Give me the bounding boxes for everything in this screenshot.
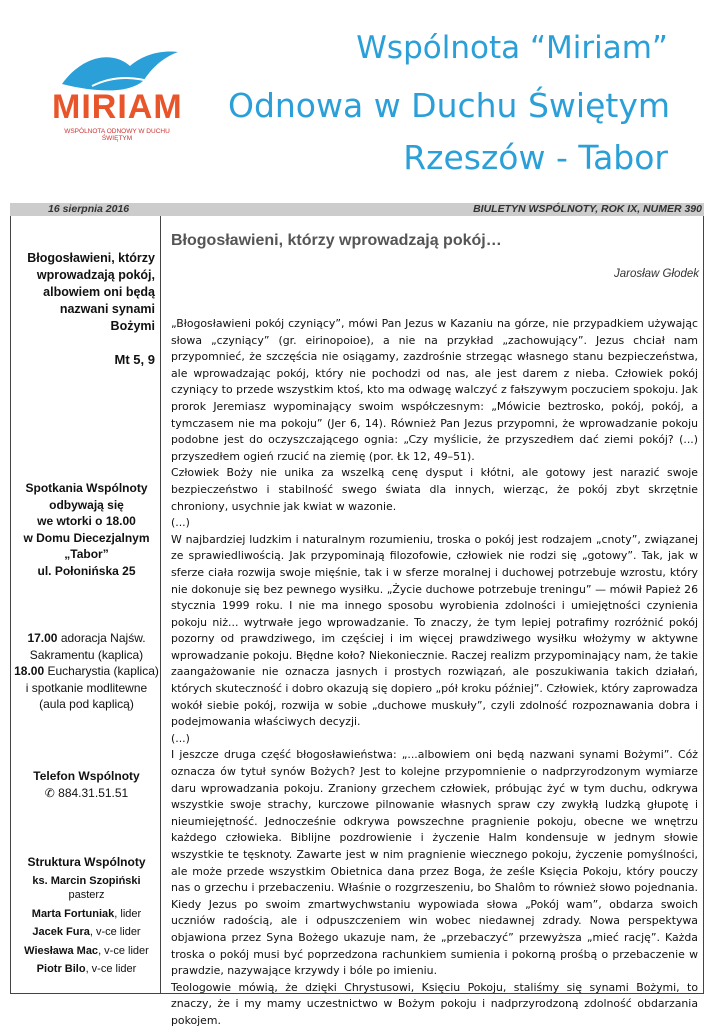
meetings-line: „Tabor” [64, 547, 109, 561]
issue-date: 16 sierpnia 2016 [48, 203, 130, 215]
schedule [11, 630, 162, 713]
article [161, 216, 704, 1027]
member-role: , v-ce lider [98, 944, 149, 957]
meetings-line: Spotkania Wspólnoty [25, 481, 148, 495]
phone-heading: Telefon Wspólnoty [33, 769, 140, 783]
member-name: Jacek Fura [32, 926, 90, 938]
member-name: ks. Marcin Szopiński [32, 874, 141, 887]
schedule-text: Sakramentu (kaplica) [29, 647, 144, 662]
article-paragraph: „Błogosławieni pokój czyniący”, mówi Pan Jezus w Kazaniu na górze, nie przypadkiem używając słowa „czyniący” (gr. eirinopoioe), a nie na przykład „zachowujący”. Jezus chciał nam przypomnieć, że szczęścia nie osiągamy, zazdrośnie strzegąc własnego stanu bezpieczeństwa, ale wprowadzając pokój, który nie pochodzi od nas, ale jest darem z nieba. Człowiek pokój czyniący to przede wszystkim ktoś, kto ma odwagę walczyć z fałszywym poczuciem spokoju. Jak prorok Jeremiasz wypominający swoim współczesnym: „Mówicie beztrosko, pokój, pokój, a tymczasem nie ma pokoju” (Jer 6, 14). Również Pan Jezus przypomni, że wprowadzanie pokoju podobne jest do oczyszczającego ognia: „Czy myślicie, że przyszedłem dać ziemi pokój? (...) przyszedłem ogień rzucić na ziemię (por. Łk 12, 49–51). [171, 317, 698, 463]
schedule-line [11, 663, 162, 680]
phone-line [11, 786, 162, 800]
miriam-logo [52, 46, 182, 146]
schedule-text: adoracja Najśw. [57, 631, 146, 645]
meetings-line: we wtorki o 18.00 [37, 514, 136, 528]
schedule-time: 18.00 [14, 664, 45, 678]
member-role: , v-ce lider [85, 963, 137, 975]
article-author: Jarosław Głodek [613, 268, 699, 280]
meetings-info [11, 480, 162, 579]
header-line-3: Rzeszów - Tabor [403, 138, 668, 177]
sidebar [10, 216, 161, 994]
member-name: Piotr Bilo [36, 963, 86, 975]
schedule-line [11, 630, 162, 647]
quote-line: nazwani synami [59, 302, 155, 316]
schedule-text: (aula pod kaplicą) [39, 697, 134, 711]
structure-item [11, 942, 162, 961]
schedule-line [11, 696, 162, 713]
article-paragraph: Człowiek Boży nie unika za wszelką cenę dysput i kłótni, ale gotowy jest narazić swoje bezpieczeństwo i stabilność swego świata dla innych, wierząc, że pokój zbyt skrzętnie chroniony, usychnie jak kwiat w wazonie. [171, 466, 698, 513]
structure-item [11, 905, 162, 924]
schedule-text: Eucharystia (kaplica) [44, 664, 159, 678]
article-paragraph: (...) [171, 731, 190, 745]
article-paragraph: Teologowie mówią, że dzięki Chrystusowi, Księciu Pokoju, staliśmy się synami Bożymi, to znaczy, że i my mamy uczestnictwo w Bożym pokoju i nadprzyrodzoną zdolność obdarzania pokojem. [171, 980, 698, 1027]
quote-line: Błogosławieni, którzy [27, 251, 155, 265]
member-name: Wiesława Mac [24, 944, 99, 957]
meetings-line: ul. Połonińska 25 [37, 563, 136, 578]
structure-item [11, 923, 162, 942]
phone-icon: ✆ [44, 786, 55, 800]
quote-line: albowiem oni będą [43, 285, 155, 299]
member-name: Marta Fortuniak [31, 907, 115, 920]
schedule-line [11, 647, 162, 664]
member-role: , v-ce lider [89, 926, 141, 938]
info-band [10, 203, 704, 216]
header-line-1: Wspólnota “Miriam” [356, 30, 668, 66]
quote-line: wprowadzają pokój, [36, 268, 155, 282]
article-title: Błogosławieni, którzy wprowadzają pokój… [171, 232, 502, 249]
meetings-line: w Domu Diecezjalnym [23, 530, 150, 545]
logo-tagline: WSPÓLNOTA ODNOWY W DUCHU ŚWIĘTYM [64, 128, 170, 142]
structure [11, 853, 162, 979]
logo-word: MIRIAM [52, 88, 183, 126]
structure-item [11, 960, 162, 979]
issue-number: BIULETYN WSPÓLNOTY, ROK IX, NUMER 390 [473, 203, 702, 215]
header-line-2: Odnowa w Duchu Świętym [227, 86, 670, 125]
sidebar-quote [15, 250, 155, 335]
schedule-text: i spotkanie modlitewne [25, 680, 148, 695]
phone-number[interactable]: 884.31.51.51 [58, 786, 129, 800]
quote-line: Bożymi [110, 319, 155, 333]
member-role: pasterz [68, 889, 105, 901]
member-role: , lider [114, 907, 142, 920]
article-paragraph: (...) [171, 516, 190, 530]
meetings-line: odbywają się [49, 497, 124, 512]
schedule-line [11, 680, 162, 697]
structure-heading: Struktura Wspólnoty [27, 855, 146, 869]
article-body [171, 316, 698, 1030]
quote-reference: Mt 5, 9 [114, 352, 155, 367]
schedule-time: 17.00 [27, 631, 58, 645]
article-paragraph: I jeszcze druga część błogosławieństwa: „...albowiem oni będą nazwani synami Bożymi”. Cóż oznacza ów tytuł synów Bożych? Jest to kolejne przypomnienie o nadprzyrodzonym wymiarze daru wprowadzania pokoju. Zraniony grzechem człowiek, próbując żyć w tym duchu, odkrywa wszystkie swoje strachy, kurczowe pilnowanie własnych spraw czy zwykłą ludzką głupotę i nieumiejętność. Jednocześnie odkrywa powszechne pragnienie pokoju, obecne we wnętrzu każdego człowieka. Biblijne pozdrowienie i życzenie Halm kondensuje w jednym słowie wszystkie te tęsknoty. Zawarte jest w nim pragnienie wiecznego pokoju, życzenie pomyślności, ale może przede wszystkim Obietnica dana przez Boga, że ześle Księcia Pokoju, który pouczy nas o grzechu i przebaczeniu. Właśnie o rozgrzeszeniu, bo Shalôm to również słowo pojednania. Kiedy Jezus po swoim zmartwychwstaniu wypowiada słowa „Pokój wam”, obdarza swoich uczniów radością, ale i odpuszczeniem win wobec niedawnej zdrady. Nowa perspektywa objawiona przez Syna Bożego ukazuje nam, że „przebaczyć” przewyższa „mieć rację”. Każda troska o pokój musi być poprzedzona rachunkiem sumienia i pokorną prośbą o przebaczenie w prawdzie, nazywające krzywdy i bóle po imieniu. [171, 748, 698, 978]
article-paragraph: W najbardziej ludzkim i naturalnym rozumieniu, troska o pokój jest rodzajem „cnoty”, związanej ze sprawiedliwością. Jak przypominają filozofowie, człowiek nie rodzi się „gotowy”. Tak, jak w sferze ciała rozwija swoje mięśnie, tak i w sferze moralnej i duchowej potrzebuje wzrostu, który nie dokonuje się bez pewnego wysiłku. „Życie duchowe potrzebuje treningu” — mówił Papież 26 stycznia 1999 roku. I nie ma innego sposobu wyrobienia zdolności i umiejętności czynienia pokoju niż... wytrwałe jego wprowadzanie. To znaczy, że tym lepiej potrafimy rozróżnić pokój pozorny od prawdziwego, im częściej i im więcej prawdziwego wysiłku włożymy w aktywne wprowadzanie pokoju. Błędne koło? Niekoniecznie. Raczej realizm przypominający nam, że takie zaangażowanie nie oznacza jasnych i prostych rozwiązań, ale poszukiwania takich działań, których skuteczność i dobro okazują się dopiero „pół kroku później”. Człowiek, który zaprowadza wokół siebie pokój, rozwija w sobie „duchowe muskuły”, czyli zdolność rozpoznawania dobra i podejmowania właściwych decyzji. [171, 532, 698, 729]
